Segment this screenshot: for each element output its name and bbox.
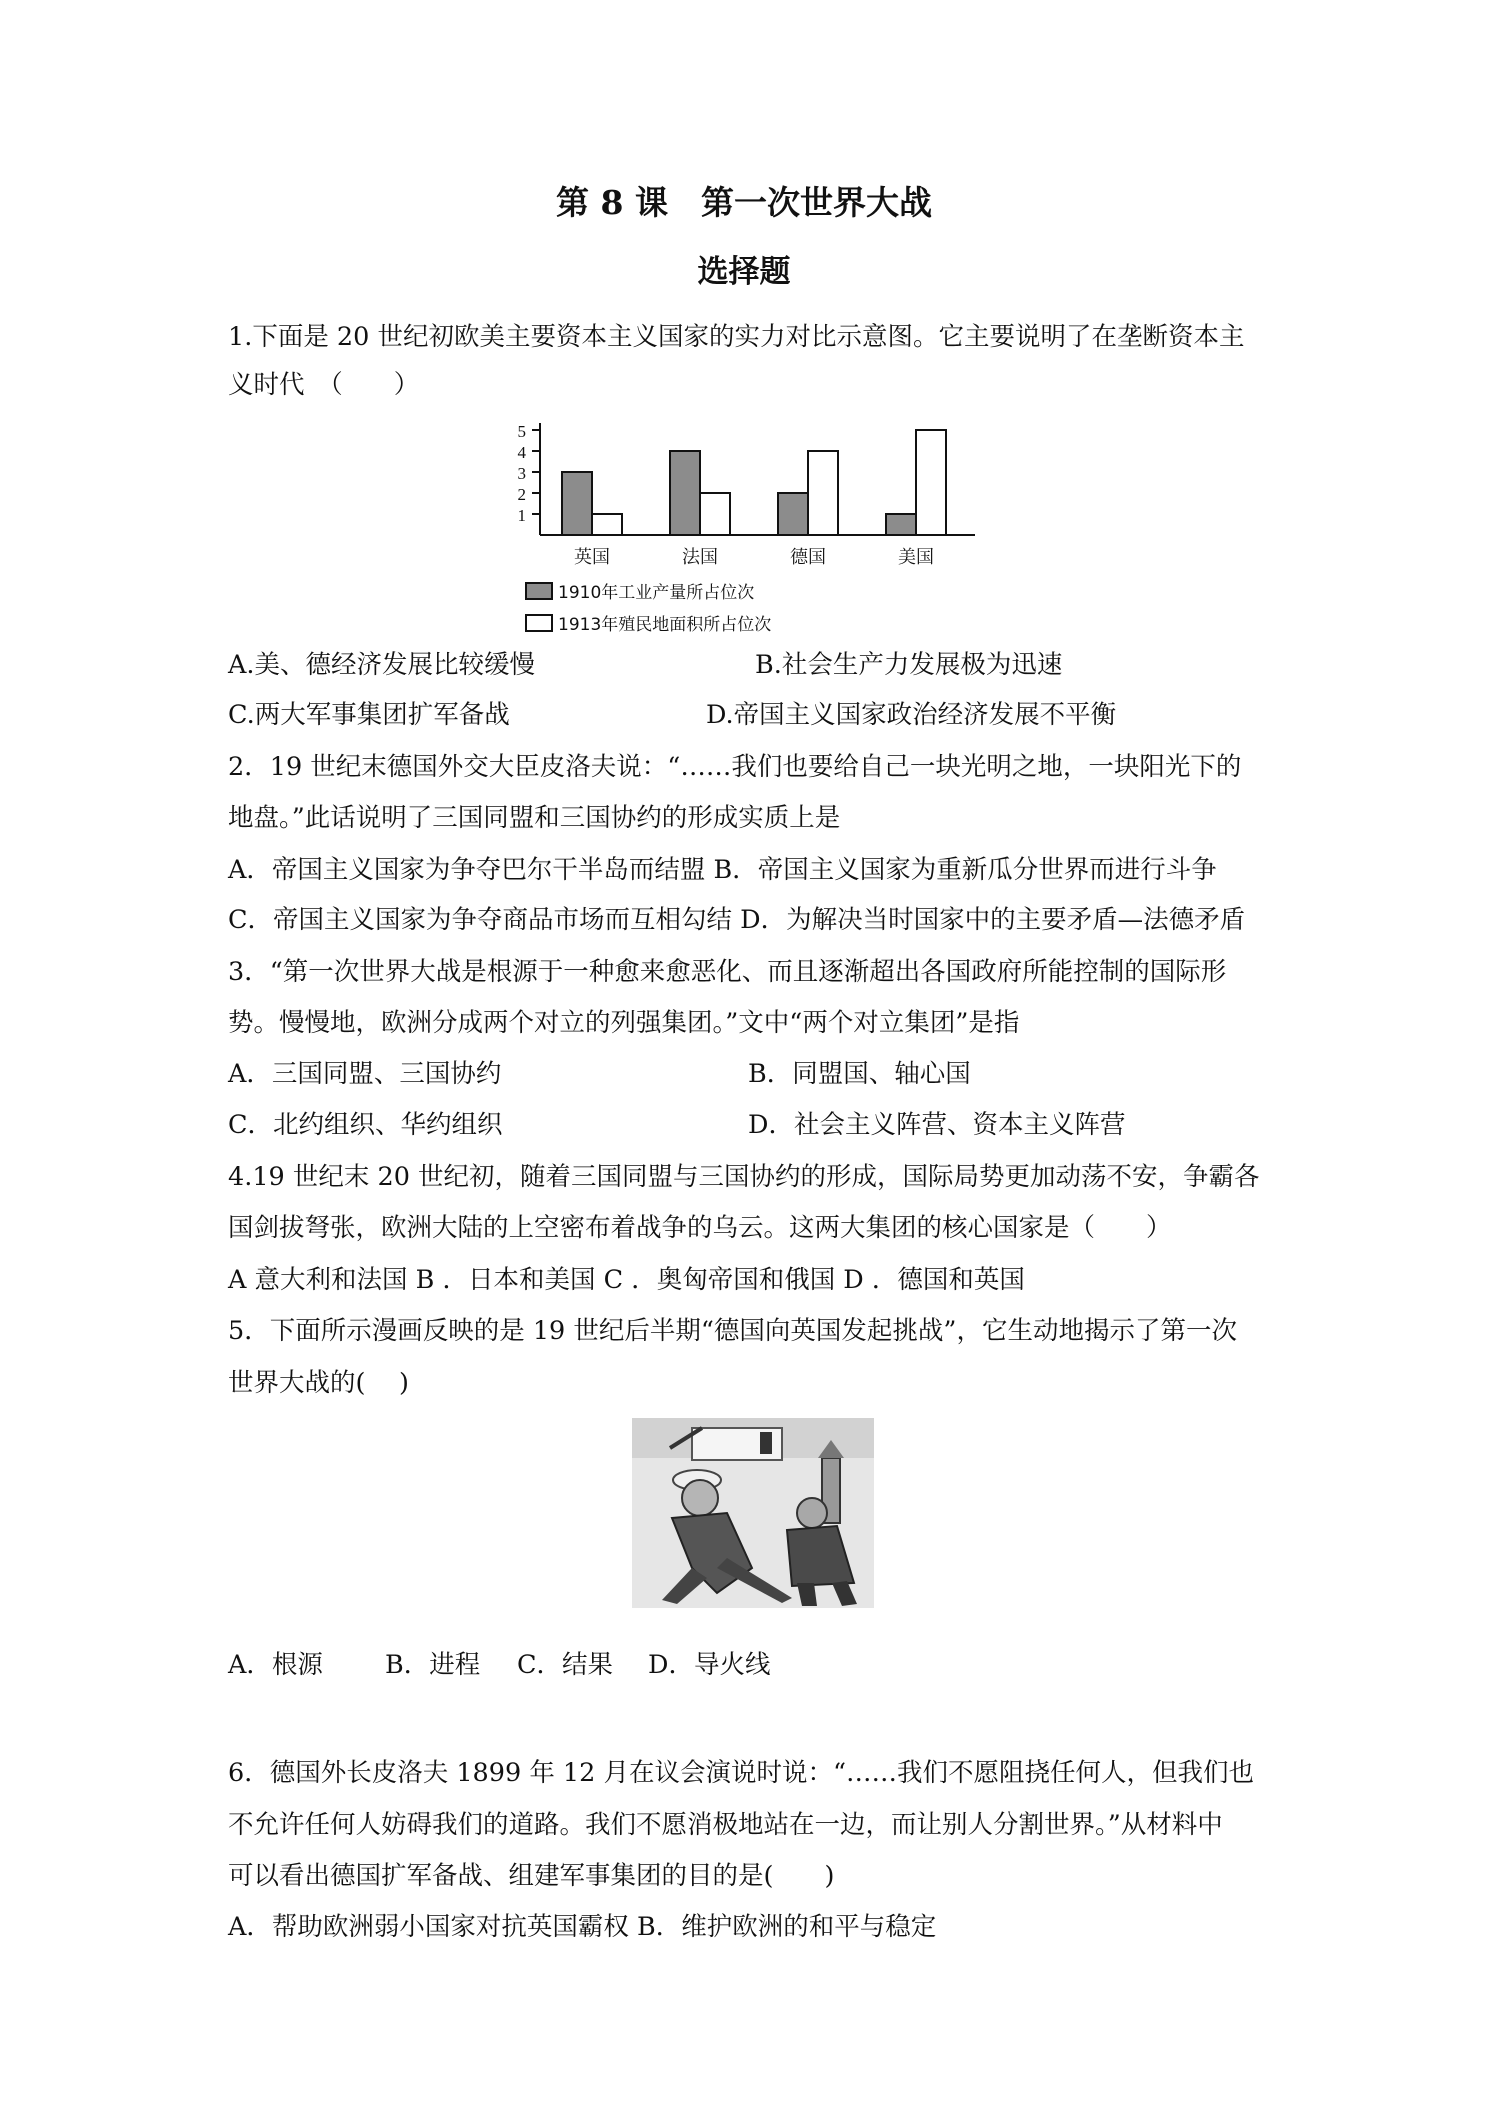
bar: [592, 514, 622, 535]
category-label: 法国: [682, 547, 718, 568]
q5-stem-line2: 世界大战的( ): [228, 1368, 410, 1398]
y-tick-label: 4: [517, 443, 526, 462]
q2-options-ab: A．帝国主义国家为争夺巴尔干半岛而结盟 B．帝国主义国家为重新瓜分世界而进行斗争: [228, 855, 1217, 885]
cartoon-image: [632, 1418, 874, 1608]
bar: [778, 493, 808, 535]
q1-option-c: C.两大军事集团扩军备战: [228, 700, 510, 730]
q2-stem-line2: 地盘。”此话说明了三国同盟和三国协约的形成实质上是: [228, 803, 841, 833]
q1-stem-line1: 1.下面是 20 世纪初欧美主要资本主义国家的实力对比示意图。它主要说明了在垄断资本主: [228, 322, 1245, 352]
legend-label: 1913年殖民地面积所占位次: [558, 615, 772, 635]
y-tick-label: 3: [517, 464, 526, 483]
q2-options-cd: C．帝国主义国家为争夺商品市场而互相勾结 D．为解决当时国家中的主要矛盾—法德矛盾: [228, 905, 1246, 935]
q5-option-b: B．进程: [385, 1650, 481, 1680]
category-label: 德国: [790, 547, 826, 568]
bar: [562, 472, 592, 535]
q6-options-ab: A．帮助欧洲弱小国家对抗英国霸权 B．维护欧洲的和平与稳定: [228, 1912, 937, 1942]
legend-label: 1910年工业产量所占位次: [558, 583, 755, 603]
q1-option-d: D.帝国主义国家政治经济发展不平衡: [706, 700, 1117, 730]
q4-stem-line2: 国剑拔弩张，欧洲大陆的上空密布着战争的乌云。这两大集团的核心国家是（ ）: [228, 1213, 1172, 1243]
q5-option-c: C．结果: [517, 1650, 614, 1680]
q1-option-b: B.社会生产力发展极为迅速: [755, 650, 1063, 680]
q3-stem-line1: 3．“第一次世界大战是根源于一种愈来愈恶化、而且逐渐超出各国政府所能控制的国际形: [228, 957, 1227, 987]
bar: [670, 451, 700, 535]
category-label: 英国: [574, 547, 610, 568]
q1-stem-line2: 义时代 （ ）: [228, 370, 420, 400]
q1-option-a: A.美、德经济发展比较缓慢: [228, 650, 536, 680]
q3-option-d: D．社会主义阵营、资本主义阵营: [748, 1110, 1126, 1140]
q2-stem-line1: 2．19 世纪末德国外交大臣皮洛夫说：“……我们也要给自己一块光明之地，一块阳光下的: [228, 752, 1242, 782]
category-labels: [574, 547, 934, 568]
q6-stem-line2: 不允许任何人妨碍我们的道路。我们不愿消极地站在一边，而让别人分割世界。”从材料中: [228, 1810, 1223, 1840]
page-title: 第 8 课 第一次世界大战: [556, 183, 932, 222]
category-label: 美国: [898, 547, 934, 568]
bar: [916, 430, 946, 535]
q5-option-d: D．导火线: [648, 1650, 771, 1680]
q3-option-c: C．北约组织、华约组织: [228, 1110, 503, 1140]
y-tick-labels: [518, 422, 541, 525]
legend: [526, 582, 771, 635]
rank-comparison-chart: [510, 415, 990, 640]
legend-swatch: [526, 615, 552, 631]
bar-series: [562, 430, 946, 535]
q3-option-b: B．同盟国、轴心国: [748, 1059, 971, 1089]
y-tick-label: 5: [517, 422, 526, 441]
y-tick-label: 1: [517, 506, 526, 525]
bar: [808, 451, 838, 535]
q4-stem-line1: 4.19 世纪末 20 世纪初，随着三国同盟与三国协约的形成，国际局势更加动荡不安，争霸各: [228, 1162, 1260, 1192]
legend-swatch: [526, 583, 552, 599]
q6-stem-line1: 6．德国外长皮洛夫 1899 年 12 月在议会演说时说：“……我们不愿阻挠任何人，但我们也: [228, 1758, 1255, 1788]
y-tick-label: 2: [517, 485, 526, 504]
q3-option-a: A．三国同盟、三国协约: [228, 1059, 502, 1089]
q4-options: A 意大利和法国 B ．日本和美国 C ．奥匈帝国和俄国 D ．德国和英国: [228, 1265, 1025, 1295]
q3-stem-line2: 势。慢慢地，欧洲分成两个对立的列强集团。”文中“两个对立集团”是指: [228, 1008, 1020, 1038]
q6-stem-line3: 可以看出德国扩军备战、组建军事集团的目的是( ): [228, 1861, 835, 1891]
bar: [886, 514, 916, 535]
q5-option-a: A．根源: [228, 1650, 323, 1680]
section-title: 选择题: [697, 254, 791, 290]
q5-stem-line1: 5．下面所示漫画反映的是 19 世纪后半期“德国向英国发起挑战”，它生动地揭示了第一次: [228, 1316, 1237, 1346]
bar: [700, 493, 730, 535]
